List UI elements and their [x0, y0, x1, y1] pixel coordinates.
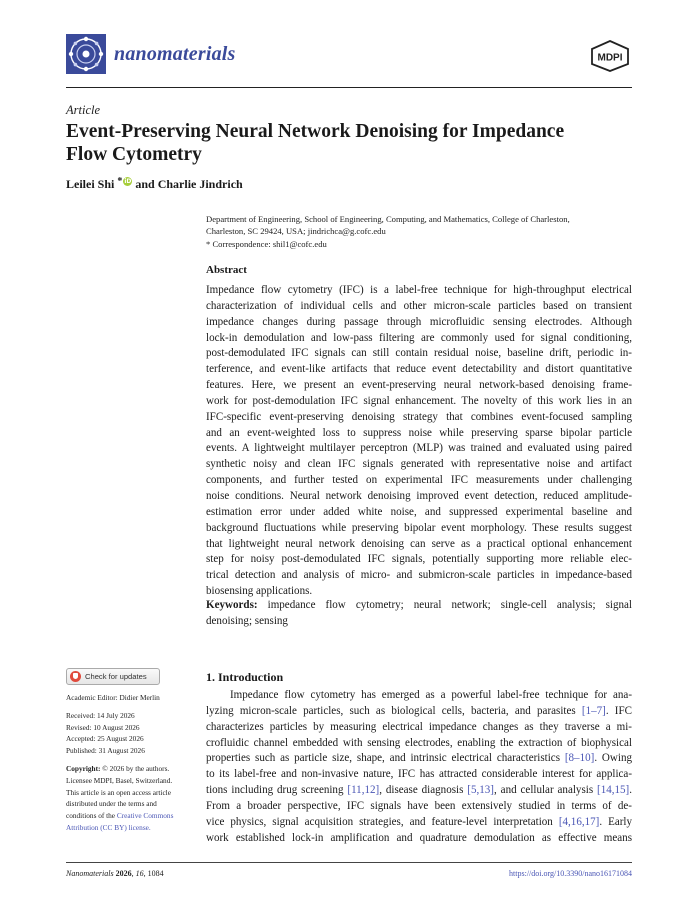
license-link[interactable]: Creative Commons: [116, 811, 174, 821]
abstract-line: IFC-specific event-preserving denoising strategy that combines event-focused sampling: [206, 410, 632, 423]
footer-article-number: 1084: [147, 869, 164, 878]
introduction-text: work established lock-in amplification and quadrature demodulation as effective means: [206, 831, 632, 844]
abstract-line: impedance changes during passage through microfluidic sensing electrodes. Although: [206, 315, 632, 328]
introduction-line: [206, 736, 632, 752]
journal-header: [66, 32, 236, 76]
introduction-text: From a broader perspective, IFC signals have been extensively studied in terms of de-: [206, 799, 632, 812]
introduction-text: vice physics, signal acquisition strategies, and feature-level interpretation: [206, 815, 559, 828]
abstract-line: lock-in demodulation and low-pass filtering are commonly used for signal conditioning,: [206, 331, 632, 344]
introduction-text: , disease diagnosis: [379, 784, 468, 797]
introduction-line: [206, 688, 632, 704]
check-updates-button[interactable]: [66, 668, 160, 685]
published-date: Published: 31 August 2026: [66, 746, 145, 756]
abstract-line: post-demodulated IFC signals can still contain residual noise, baseline drift, periodic in-: [206, 347, 632, 360]
citation-link[interactable]: [4,16,17]: [558, 815, 600, 828]
journal-name[interactable]: nanomaterials: [114, 42, 236, 65]
abstract-line: features. Here, we present an event-preserving neural network-based denoising frame-: [206, 379, 632, 392]
keywords-text: impedance flow cytometry; neural network; single-cell analysis; signal: [267, 599, 632, 611]
introduction-line: [206, 815, 632, 831]
abstract-line: trical detection and analysis of micro- and submicron-scale particles in impedance-based: [206, 569, 632, 582]
copyright-text: Licensee MDPI, Basel, Switzerland.: [66, 775, 173, 785]
abstract-line: events. A lightweight multilayer perceptron (MLP) was trained and evaluated using paired: [206, 442, 632, 455]
author-list: [66, 177, 243, 192]
academic-editor: Academic Editor: Didier Merlin: [66, 693, 160, 702]
affiliation-line: Charleston, SC 29424, USA; jindrichca@g.cofc.edu: [206, 225, 386, 236]
introduction-line: [206, 751, 632, 767]
introduction-line: [206, 720, 632, 736]
abstract-line: terference, and event-like artifacts that reduce event detectability and distort quantitative: [206, 363, 632, 376]
doi-link[interactable]: https://doi.org/10.3390/nano16171084: [509, 869, 632, 878]
introduction-text: properties such as particle size, shape, and intrinsic electrical characteristics: [206, 752, 565, 765]
abstract-heading: Abstract: [206, 264, 247, 276]
orcid-icon[interactable]: iD: [124, 178, 132, 185]
copyright-text: This article is an open access article: [66, 787, 171, 797]
introduction-text: , and cellular analysis: [494, 784, 598, 797]
mdpi-logo-icon[interactable]: [590, 40, 630, 72]
article-type: Article: [66, 103, 101, 117]
title-line: Event-Preserving Neural Network Denoising for Impedance: [66, 121, 565, 142]
copyright-text: distributed under the terms and: [66, 799, 157, 809]
copyright-label: Copyright:: [66, 763, 101, 773]
introduction-text: Impedance flow cytometry has emerged as a powerful label-free technique for ana-: [230, 689, 632, 701]
introduction-text: tions including drug screening: [206, 784, 348, 797]
abstract-line: background fluctuations while preserving bipolar event morphology. These results suggest: [206, 521, 632, 534]
abstract-line: components, and further tested on experimental IFC measurements under challenging: [206, 474, 632, 487]
author-name[interactable]: Leilei Shi: [66, 177, 115, 191]
section-heading-introduction: 1. Introduction: [206, 670, 284, 684]
introduction-line: [206, 831, 632, 847]
abstract-line: step for noisy post-demodulated IFC signals, potentially supporting more reliable elec-: [206, 553, 632, 566]
introduction-body: [206, 688, 632, 846]
abstract-line: noise conditions. Neural network denoising improved event detection, reduced amplitude-: [206, 489, 632, 502]
citation-link[interactable]: [14,15]: [597, 784, 630, 797]
abstract-line: that lightweight neural network denoising can serve as a practical optional enhancement: [206, 537, 632, 550]
check-updates-label: Check for updates: [85, 672, 147, 681]
abstract-line: characterization of individual cells and other micron-scale particles based on transient: [206, 299, 632, 312]
affiliation: [206, 214, 632, 237]
abstract-line: biosensing applications.: [206, 585, 313, 598]
footer-journal: Nanomaterials: [66, 869, 114, 878]
introduction-text: . Early: [599, 815, 633, 828]
introduction-text: .: [629, 784, 632, 797]
introduction-text: crofluidic channel embedded with sensing electrodes, enabling the extraction of biophysical: [206, 736, 632, 749]
introduction-line: [206, 704, 632, 720]
keywords-text: denoising; sensing: [206, 614, 288, 627]
introduction-text: characterizes particles by measuring electrical impedance changes as they traverse a mi-: [206, 720, 632, 733]
title-line: Flow Cytometry: [66, 144, 202, 165]
footer-volume: 16: [135, 869, 144, 878]
citation-link[interactable]: [5,13]: [467, 784, 494, 797]
nanomaterials-logo-icon: [66, 34, 106, 74]
citation-link[interactable]: [1–7]: [581, 704, 606, 717]
introduction-text: lyzing micron-scale particles, such as biological cells, bacteria, and parasites: [206, 704, 582, 717]
footer-divider: [66, 862, 632, 863]
citation-link[interactable]: [11,12]: [347, 784, 380, 797]
introduction-text: . Owing: [594, 752, 632, 765]
footer-year: 2026: [115, 869, 132, 878]
keywords-label: Keywords:: [206, 599, 258, 611]
introduction-line: [206, 783, 632, 799]
check-updates-icon: [70, 671, 81, 682]
abstract-line: work for post-demodulation IFC signal enhancement. The novelty of this work lies in an: [206, 394, 632, 407]
abstract-line: estimation error under added white noise, and suppressed experimental baseline and: [206, 505, 632, 518]
abstract-line: and an event-weighted loss to suppress noise while preserving sparse bipolar particle: [206, 426, 632, 439]
received-date: Received: 14 July 2026: [66, 710, 135, 720]
article-title: [66, 120, 632, 166]
copyright-text: conditions of the: [66, 811, 117, 821]
introduction-line: [206, 767, 632, 783]
accepted-date: Accepted: 25 August 2026: [66, 734, 144, 744]
footer-citation: Nanomaterials 2026, 16, 1084: [66, 869, 164, 878]
abstract-line: synthetic noisy and clean IFC signals generated with representative noise and artifact: [206, 458, 632, 471]
article-info-sidebar: [66, 692, 201, 840]
author-name[interactable]: and Charlie Jindrich: [135, 177, 243, 191]
introduction-line: [206, 799, 632, 815]
header-divider: [66, 87, 632, 88]
introduction-text: to its label-free and non-invasive nature, IFC has attracted considerable interest for applica-: [206, 768, 632, 781]
keywords: [206, 598, 632, 630]
abstract-body: [206, 283, 632, 600]
revised-date: Revised: 10 August 2026: [66, 722, 140, 732]
copyright-text: © 2026 by the authors.: [102, 763, 170, 773]
introduction-text: . IFC: [605, 704, 632, 717]
mdpi-logo-text: MDPI: [597, 52, 623, 64]
correspondence[interactable]: * Correspondence: shil1@cofc.edu: [206, 239, 327, 249]
license-link[interactable]: Attribution (CC BY) license.: [66, 822, 151, 832]
corresponding-mark: *: [117, 176, 123, 187]
abstract-line: Impedance flow cytometry (IFC) is a label-free technique for high-throughput electrical: [206, 284, 632, 296]
citation-link[interactable]: [8–10]: [564, 752, 595, 765]
affiliation-line: Department of Engineering, School of Engineering, Computing, and Mathematics, College of Charleston,: [206, 214, 570, 224]
